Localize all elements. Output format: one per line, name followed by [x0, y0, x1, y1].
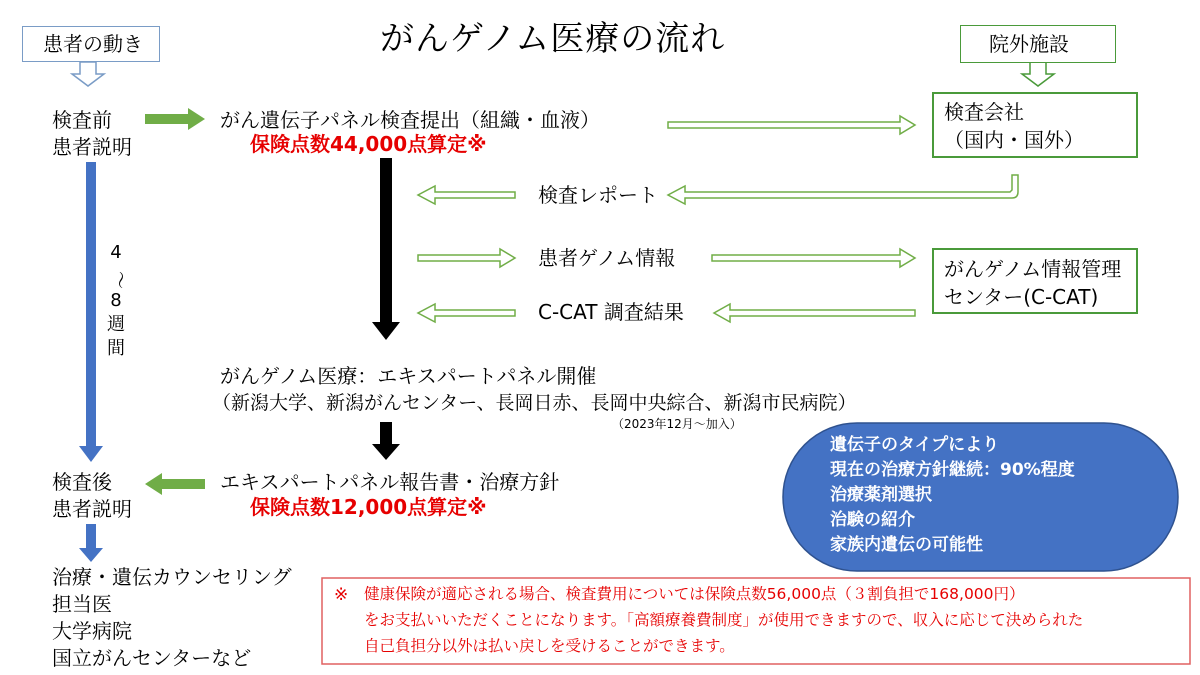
- duration-char: 4: [110, 242, 122, 263]
- genome-to-ccat-arrow: [712, 249, 915, 267]
- outcome-item: 家族内遺伝の可能性: [830, 535, 983, 555]
- ccat-result-label: C-CAT 調査結果: [538, 300, 684, 324]
- hospitals-label: （新潟大学、新潟がんセンター、長岡日赤、長岡中央綜合、新潟市民病院）: [212, 392, 857, 414]
- left-long-blue-arrow: [79, 162, 103, 462]
- external-facility-header-label: 院外施設: [989, 32, 1069, 56]
- duration-char: 8: [110, 290, 122, 311]
- lab-company-region: （国内・国外）: [944, 128, 1084, 152]
- panel-points-label: 保険点数44,000点算定※: [250, 132, 487, 156]
- outcome-item: 治療薬剤選択: [830, 485, 932, 505]
- report-to-post-arrow: [145, 473, 205, 495]
- panel-submit-label: がん遺伝子パネル検査提出（組織・血液）: [220, 108, 600, 132]
- genome-info-label: 患者ゲノム情報: [538, 246, 676, 270]
- ccat-to-result-arrow: [714, 304, 915, 322]
- center-spine-arrow: [372, 158, 400, 340]
- ccat-box: [932, 248, 1138, 314]
- followup-item: 国立がんセンターなど: [52, 646, 252, 670]
- right-header-down-arrow: [1022, 62, 1054, 86]
- external-facility-header: [960, 25, 1116, 63]
- followup-item: 治療・遺伝カウンセリング: [52, 565, 292, 589]
- page-title: がんゲノム医療の流れ: [380, 19, 726, 59]
- report-points-label: 保険点数12,000点算定※: [250, 495, 487, 519]
- pre-exam-explanation: 患者説明: [52, 135, 132, 159]
- ccat-name-line1: がんゲノム情報管理: [944, 257, 1122, 281]
- note-line: をお支払いいただくことになります。「高額療養費制度」が使用できますので、収入に応じて決められた: [364, 611, 1084, 629]
- post-exam-label: 検査後: [52, 470, 112, 494]
- left-header-down-arrow: [72, 62, 104, 86]
- submit-to-lab-arrow: [668, 116, 915, 134]
- lab-company-box: [932, 92, 1138, 158]
- patient-flow-header-label: 患者の動き: [43, 32, 143, 56]
- post-exam-explanation: 患者説明: [52, 497, 132, 521]
- outcome-item: 治験の紹介: [830, 510, 915, 530]
- pre-to-submit-arrow: [145, 108, 205, 130]
- report-to-spine-arrow: [418, 186, 515, 204]
- join-note-label: （2023年12月～加入）: [612, 417, 742, 431]
- patient-flow-header: [22, 26, 160, 62]
- outcome-item: 遺伝子のタイプにより: [830, 435, 1000, 455]
- spine-to-genome-arrow: [418, 249, 515, 267]
- left-short-blue-arrow: [79, 524, 103, 562]
- followup-item: 大学病院: [52, 619, 132, 643]
- duration-char: 〜: [109, 271, 130, 289]
- expert-panel-label: がんゲノム医療：エキスパートパネル開催: [220, 364, 597, 388]
- note-line: 自己負担分以外は払い戻しを受けることができます。: [364, 637, 735, 655]
- note-mark: ※: [334, 585, 349, 605]
- lab-company-label: 検査会社: [944, 100, 1024, 124]
- exam-report-label: 検査レポート: [538, 183, 658, 207]
- followup-item: 担当医: [52, 592, 112, 616]
- note-line: 健康保険が適応される場合、検査費用については保険点数56,000点（３割負担で168,000円）: [364, 585, 1025, 603]
- duration-vertical: [104, 244, 128, 364]
- duration-char: 週: [107, 314, 125, 335]
- report-policy-label: エキスパートパネル報告書・治療方針: [220, 470, 560, 494]
- pre-exam-label: 検査前: [52, 108, 112, 132]
- duration-char: 間: [107, 338, 125, 359]
- expert-to-report-arrow: [372, 422, 400, 460]
- result-to-spine-arrow: [418, 304, 515, 322]
- ccat-name-line2: センター(C-CAT): [944, 285, 1099, 309]
- lab-return-arrow: [668, 175, 1018, 204]
- outcome-item: 現在の治療方針継続：90%程度: [830, 460, 1075, 480]
